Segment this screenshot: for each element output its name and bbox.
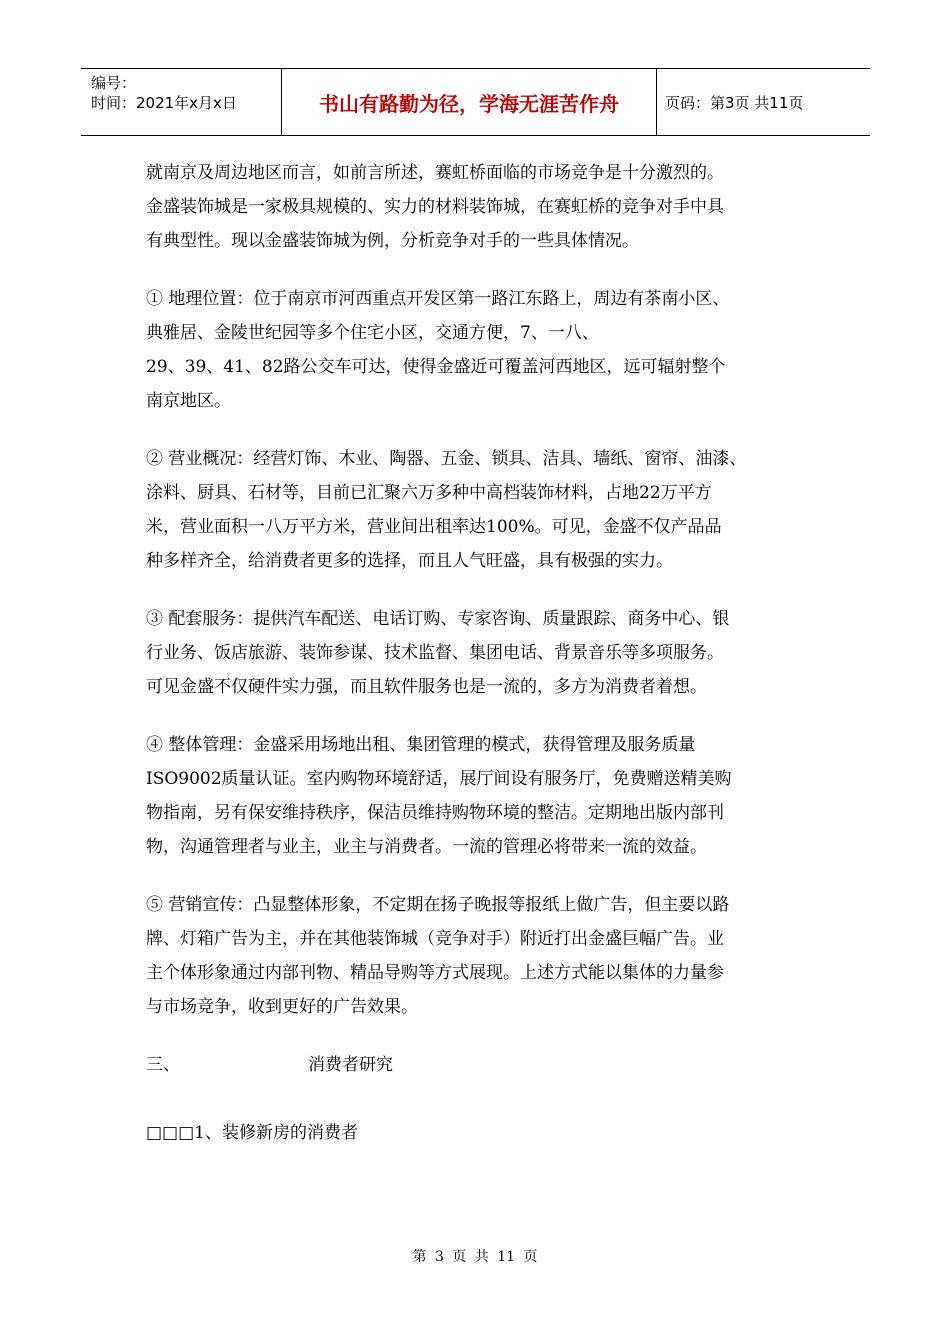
paragraph-line: 种多样齐全，给消费者更多的选择，而且人气旺盛，具有极强的实力。	[146, 551, 673, 571]
paragraph-line: ① 地理位置：位于南京市河西重点开发区第一路江东路上，周边有茶南小区、	[146, 289, 730, 309]
document-number: 编号：	[91, 74, 137, 92]
paragraph-line: 典雅居、金陵世纪园等多个住宅小区，交通方便，7、一八、	[146, 323, 599, 343]
paragraph-line: 米，营业面积一八万平方米，营业间出租率达100%。可见，金盛不仅产品品	[146, 517, 722, 537]
paragraph	[146, 888, 826, 1024]
paragraph	[146, 282, 826, 418]
header-motto: 书山有路勤为径，学海无涯苦作舟	[281, 69, 657, 135]
paragraph-line: ③ 配套服务：提供汽车配送、电话订购、专家咨询、质量跟踪、商务中心、银	[146, 609, 730, 629]
subitem-heading: □□□1、装修新房的消费者	[146, 1123, 359, 1143]
paragraph-line: ② 营业概况：经营灯饰、木业、陶器、五金、锁具、洁具、墙纸、窗帘、油漆、	[146, 449, 747, 469]
page-footer: 第 3 页 共 11 页	[412, 1249, 538, 1265]
paragraph-line: ISO9002质量认证。室内购物环境舒适，展厅间设有服务厅，免费赠送精美购	[146, 769, 732, 789]
paragraph-line: 就南京及周边地区而言，如前言所述，赛虹桥面临的市场竞争是十分激烈的。	[146, 163, 724, 183]
document-body	[146, 156, 826, 1150]
page-header	[81, 68, 870, 136]
paragraph-line: 有典型性。现以金盛装饰城为例，分析竞争对手的一些具体情况。	[146, 231, 639, 251]
paragraph-line: 金盛装饰城是一家极具规模的、实力的材料装饰城，在赛虹桥的竞争对手中具	[146, 197, 724, 217]
paragraph	[146, 602, 826, 704]
paragraph-line: 29、39、41、82路公交车可达，使得金盛近可覆盖河西地区，远可辐射整个	[146, 357, 726, 377]
header-page-number: 页码：第3页 共11页	[665, 93, 804, 112]
paragraph-line: 牌、灯箱广告为主，并在其他装饰城（竞争对手）附近打出金盛巨幅广告。业	[146, 929, 724, 949]
paragraph-line: 南京地区。	[146, 391, 231, 411]
paragraph-line: ⑤ 营销宣传：凸显整体形象，不定期在扬子晚报等报纸上做广告，但主要以路	[146, 895, 730, 915]
section-title: 消费者研究	[308, 1055, 393, 1075]
document-time: 时间：2021年x月x日	[91, 94, 237, 112]
paragraph-line: 物指南，另有保安维持秩序，保洁员维持购物环境的整洁。定期地出版内部刊	[146, 803, 724, 823]
section-heading	[146, 1048, 826, 1082]
paragraph-line: 可见金盛不仅硬件实力强，而且软件服务也是一流的，多方为消费者着想。	[146, 677, 707, 697]
paragraph-line: 主个体形象通过内部刊物、精品导购等方式展现。上述方式能以集体的力量参	[146, 963, 724, 983]
paragraph	[146, 442, 826, 578]
paragraph-line: 涂料、厨具、石材等，目前已汇聚六万多种中高档装饰材料，占地22万平方	[146, 483, 712, 503]
paragraph-line: 行业务、饭店旅游、装饰参谋、技术监督、集团电话、背景音乐等多项服务。	[146, 643, 724, 663]
header-meta	[81, 69, 281, 135]
paragraph-list	[146, 156, 826, 1024]
paragraph-line: 与市场竞争，收到更好的广告效果。	[146, 997, 418, 1017]
paragraph	[146, 156, 826, 258]
paragraph-line: 物，沟通管理者与业主，业主与消费者。一流的管理必将带来一流的效益。	[146, 837, 707, 857]
paragraph	[146, 728, 826, 864]
section-number: 三、	[146, 1055, 180, 1075]
paragraph-line: ④ 整体管理：金盛采用场地出租、集团管理的模式，获得管理及服务质量	[146, 735, 696, 755]
